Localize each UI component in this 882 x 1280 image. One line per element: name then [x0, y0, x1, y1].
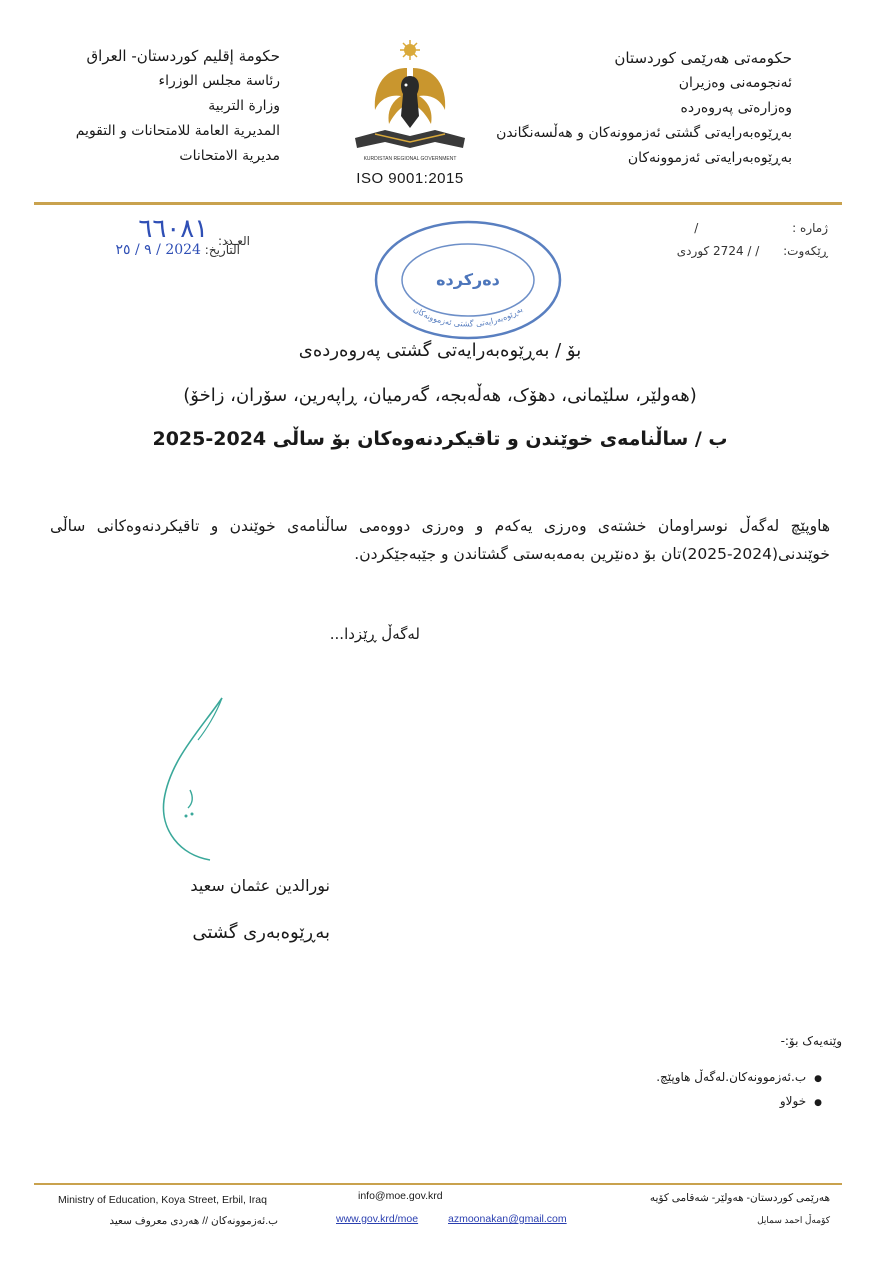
- kurdistan-emblem-icon: [345, 38, 475, 168]
- header-arabic-line: وزارة التربية: [208, 98, 280, 114]
- header-kurdish: [432, 46, 792, 171]
- issued-stamp: [368, 210, 568, 340]
- iso-label: ISO 9001:2015: [356, 170, 464, 187]
- stamp-center-text: دەرکردە: [436, 270, 500, 289]
- cities-line: (هەولێر، سلێمانی، دهۆک، هەڵەبجە، گەرمیان، ڕاپەرین، سۆران، زاخۆ): [183, 385, 697, 406]
- date-row: [588, 244, 828, 258]
- number-label: ژمارە :: [792, 221, 828, 235]
- bullet-icon: ●: [814, 1098, 822, 1108]
- recipient-line: بۆ / بەڕێوەبەرایەتی گشتی پەروەردەی: [298, 340, 582, 361]
- list-item: ●ب.ئەزموونەکان.لەگەڵ هاوپێچ.: [656, 1070, 822, 1084]
- letter-body: هاوپێچ لەگەڵ نوسراومان خشتەی وەرزی یەکەم و وەرزی دووەمی ساڵنامەی خوێندن و تاقیکردنەوەکانی ساڵی خوێندنی(2024-2025)تان بۆ دەنێرین بەمەبەستی گشتاندن و جێبەجێکردن.: [50, 517, 830, 563]
- header-kurdish-line: حکومەتی هەرێمی کوردستان: [614, 49, 792, 67]
- footer-typist: کۆمەڵ احمد سمايل: [757, 1215, 830, 1225]
- footer-email2-link[interactable]: azmoonakan@gmail.com: [448, 1213, 567, 1225]
- ar-date-label: التأريخ:: [204, 243, 240, 257]
- footer-email: info@moe.gov.krd: [358, 1190, 443, 1202]
- header-kurdish-line: ئەنجومەنی وەزیران: [678, 75, 792, 91]
- number-row: [668, 221, 828, 235]
- footer-dept: ب.ئەزموونەکان // هەردی معروف سعيد: [109, 1215, 278, 1227]
- regards-line: لەگەڵ ڕێزدا...: [329, 625, 420, 643]
- signer-name: نورالدين عثمان سعيد: [190, 876, 330, 895]
- header-arabic: [40, 44, 280, 169]
- ar-number-label: العـدد:: [218, 234, 250, 248]
- date-label: ڕێکەوت:: [783, 244, 828, 258]
- header-kurdish-line: بەڕێوەبەرایەتی ئەزموونەکان: [627, 150, 792, 166]
- stamp-ring-text: بەڕێوەبەرایەتی گشتی ئەزموونەکان: [411, 304, 525, 329]
- bullet-icon: ●: [814, 1074, 822, 1084]
- list-item: ●خولاو: [779, 1094, 822, 1108]
- ar-date-row: [90, 242, 240, 258]
- signer-title: بەڕێوەبەری گشتی: [192, 922, 330, 943]
- header-arabic-line: مديرية الامتحانات: [179, 148, 280, 164]
- header-kurdish-line: بەڕێوەبەرایەتی گشتی ئەزموونەکان و هەڵسەنگاندن: [496, 125, 792, 141]
- cc-label: وێنەیەک بۆ:-: [780, 1034, 842, 1048]
- subject-line: ب / ساڵنامەی خوێندن و تاقیکردنەوەکان بۆ ساڵی 2024-2025: [152, 428, 728, 450]
- footer-address-en: Ministry of Education, Koya Street, Erbil, Iraq: [58, 1194, 267, 1206]
- header-arabic-line: المديرية العامة للامتحانات و التقويم: [75, 123, 280, 139]
- header-kurdish-line: وەزارەتی پەروەردە: [680, 100, 792, 116]
- ar-number-value: ٦٦٠٨١: [138, 214, 209, 244]
- footer-website-link[interactable]: www.gov.krd/moe: [336, 1213, 419, 1225]
- signature-mark: [150, 690, 250, 870]
- header-divider: [34, 202, 842, 205]
- ar-date-value: 2024 / ٩ / ٢٥: [115, 242, 201, 258]
- footer-address-ku: هەرێمی کوردستان- هەولێر- شەقامی کۆیە: [649, 1192, 830, 1204]
- header-arabic-line: رئاسة مجلس الوزراء: [158, 73, 280, 89]
- footer-divider: [34, 1183, 842, 1185]
- logo-caption: KURDISTAN REGIONAL GOVERNMENT: [363, 156, 457, 162]
- date-value: / / 2724 کوردی: [676, 244, 760, 258]
- number-sep: /: [694, 221, 699, 235]
- cc-list: [560, 1066, 822, 1114]
- header-arabic-line: حكومة إقليم كوردستان- العراق: [86, 47, 280, 65]
